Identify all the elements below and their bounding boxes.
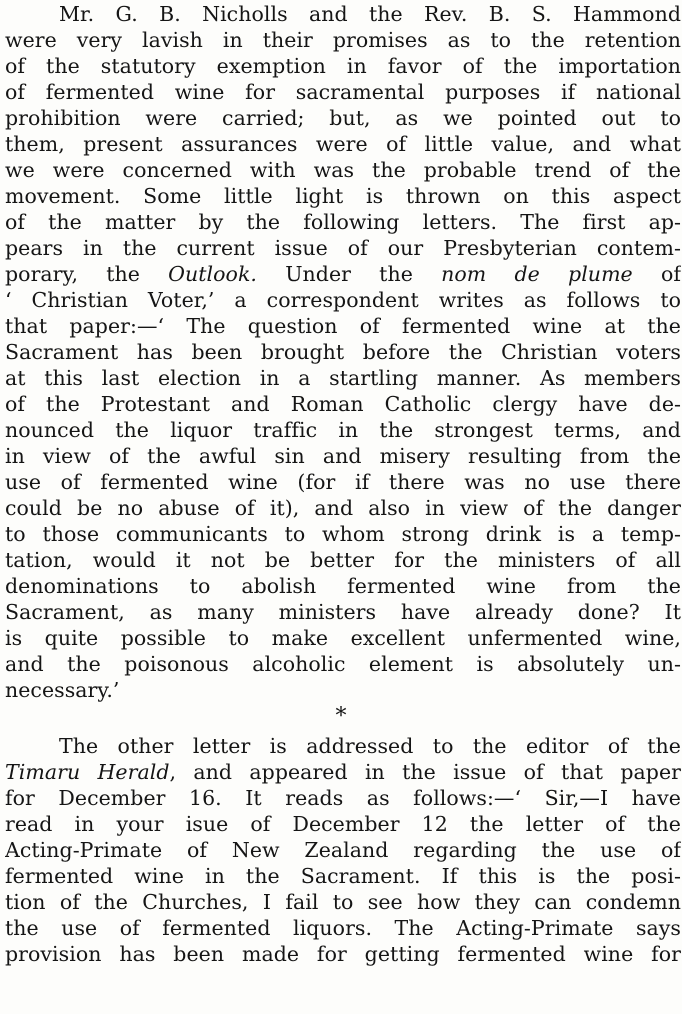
text-line: pears in the current issue of our Presbyterian contem- [5,236,681,260]
text-line [5,759,681,785]
text-line: at this last election in a startling manner. As members [5,366,681,390]
text-line: in view of the awful sin and misery resulting from the [5,444,681,468]
text-line: movement. Some little light is thrown on this aspect [5,184,681,208]
text-line: to those communicants to whom strong drink is a temp- [5,522,681,546]
text-span: , and appeared in the issue of that paper [169,760,681,784]
text-line: Sacrament has been brought before the Christian voters [5,340,681,364]
text-line: Sacrament, as many ministers have already done? It [5,600,681,624]
text-line: Acting-Primate of New Zealand regarding the use of [5,838,681,862]
text-line: The other letter is addressed to the editor of the [59,734,681,758]
text-line: provision has been made for getting fermented wine for [5,942,681,966]
text-line: and the poisonous alcoholic element is absolutely un- [5,652,681,676]
text-line: for December 16. It reads as follows:—‘ Sir,—I have [5,786,681,810]
text-line: that paper:—‘ The question of fermented wine at the [5,314,681,338]
publication-title-outlook: Outlook. [168,262,257,286]
text-span: Under the [256,262,442,286]
text-line: the use of fermented liquors. The Acting-Primate says [5,916,681,940]
text-line: fermented wine in the Sacrament. If this is the posi- [5,864,681,888]
text-line: nounced the liquor traffic in the strongest terms, and [5,418,681,442]
text-line: is quite possible to make excellent unfermented wine, [5,626,681,650]
publication-title-timaru-herald: Timaru Herald [5,760,170,784]
text-line: ‘ Christian Voter,’ a correspondent writes as follows to [5,288,681,312]
nom-de-plume-italic: nom de plume [441,262,633,286]
text-line: of the Protestant and Roman Catholic clergy have de- [5,392,681,416]
text-line: were very lavish in their promises as to the retention [5,28,681,52]
text-line: read in your isue of December 12 the letter of the [5,812,681,836]
text-line: of the statutory exemption in favor of the importation [5,54,681,78]
text-span: porary, the [5,262,169,286]
text-line: necessary.’ [5,678,120,702]
text-line: we were concerned with was the probable trend of the [5,158,681,182]
text-line: tion of the Churches, I fail to see how they can condemn [5,890,681,914]
text-line: could be no abuse of it), and also in view of the danger [5,496,681,520]
text-line: Mr. G. B. Nicholls and the Rev. B. S. Hammond [59,2,681,26]
text-line: tation, would it not be better for the ministers of all [5,548,681,572]
text-span: of [632,262,681,286]
section-separator: * [335,704,347,729]
text-line: prohibition were carried; but, as we pointed out to [5,106,681,130]
text-line: of fermented wine for sacramental purposes if national [5,80,681,104]
text-line: them, present assurances were of little value, and what [5,132,681,156]
text-line [5,261,681,287]
text-line: of the matter by the following letters. The first ap- [5,210,681,234]
text-line: use of fermented wine (for if there was no use there [5,470,681,494]
text-line: denominations to abolish fermented wine from the [5,574,681,598]
